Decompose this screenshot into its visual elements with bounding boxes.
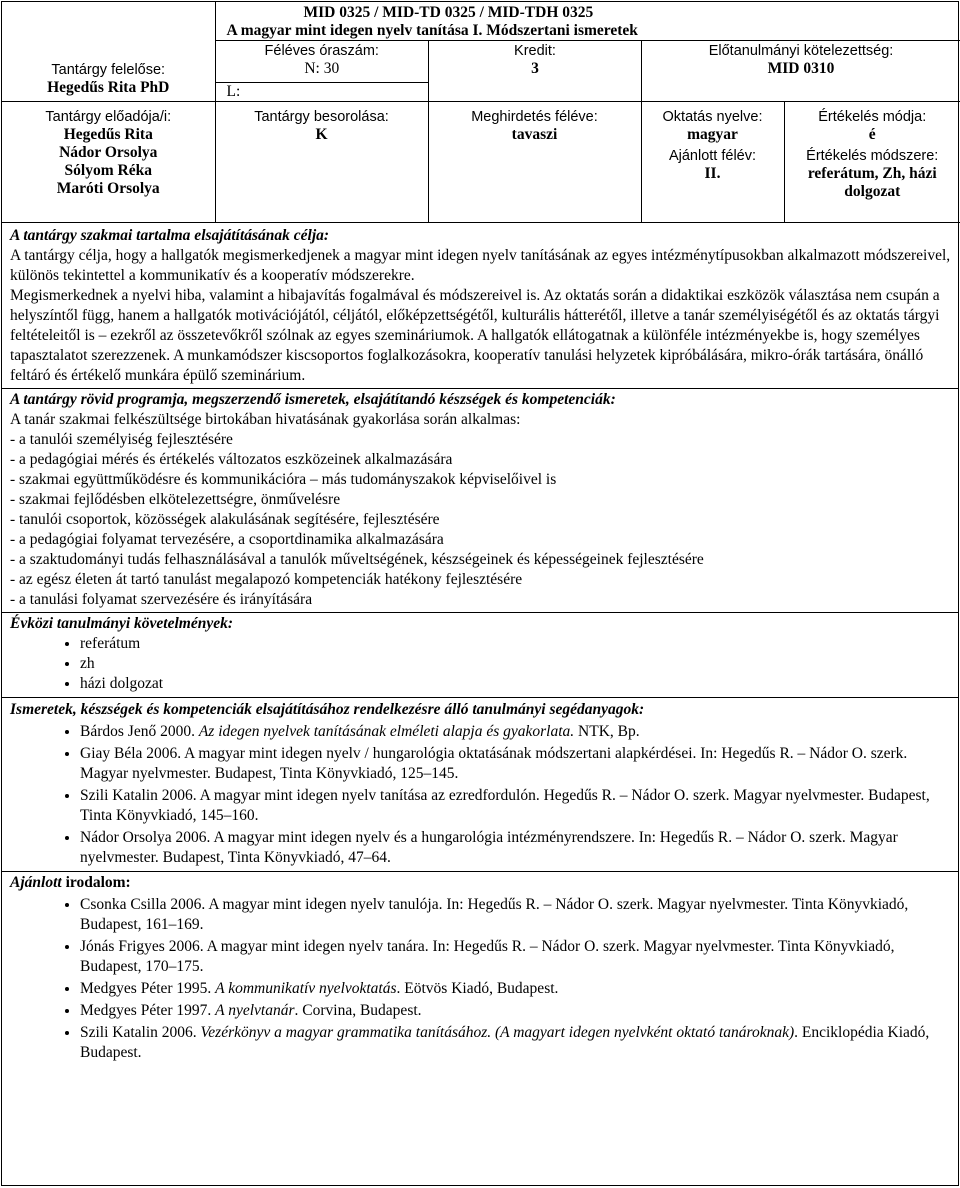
- hours-l: L:: [216, 83, 429, 101]
- lecturer-4: Maróti Orsolya: [4, 180, 213, 198]
- list-item: - a tanulói személyiség fejlesztésére: [10, 430, 952, 450]
- semester-value: tavaszi: [431, 126, 639, 144]
- list-item: • Szili Katalin 2006. A magyar mint idegen nyelv tanítása az ezredfordulón. Hegedűs R. – Nádor O. szerk. Magyar nyelvmester. Budapest, Tinta Könyvkiadó, 145–160.: [80, 786, 952, 826]
- semester-label: Meghirdetés féléve:: [431, 108, 639, 126]
- list-item: - szakmai fejlődésben elkötelezettségre, önművelésre: [10, 490, 952, 510]
- header-table: [2, 2, 960, 223]
- classification-cell: [215, 102, 428, 223]
- prereq-cell: [642, 41, 960, 101]
- recommended-value: II.: [644, 165, 782, 183]
- requirements-heading: Évközi tanulmányi követelmények:: [10, 614, 952, 634]
- materials-list: [10, 722, 952, 868]
- list-item: - az egész életen át tartó tanulást megalapozó kompetenciák hatékony fejlesztésére: [10, 570, 952, 590]
- credit-value: 3: [429, 60, 641, 78]
- list-item: • referátum: [80, 634, 952, 654]
- list-item: • Bárdos Jenő 2000. Az idegen nyelvek tanításának elméleti alapja és gyakorlata. NTK, Bp.: [80, 722, 952, 742]
- list-item: • Jónás Frigyes 2006. A magyar mint idegen nyelv tanára. In: Hegedűs R. – Nádor O. szerk. Magyar nyelvmester. Tinta Könyvkiadó, Budapest, 170–175.: [80, 937, 952, 977]
- prereq-label: Előtanulmányi kötelezettség:: [642, 41, 960, 60]
- evaluation-cell: [784, 102, 960, 223]
- requirements-section: [2, 613, 958, 698]
- classification-value: K: [218, 126, 426, 144]
- goal-heading: A tantárgy szakmai tartalma elsajátításának célja:: [10, 226, 952, 246]
- literature-section: [2, 872, 958, 1063]
- lecturer-2: Nádor Orsolya: [4, 144, 213, 162]
- language-value: magyar: [644, 126, 782, 144]
- list-item: • Medgyes Péter 1997. A nyelvtanár. Corvina, Budapest.: [80, 1001, 952, 1021]
- list-item: • Szili Katalin 2006. Vezérkönyv a magyar grammatika tanításához. (A magyart idegen nyelvként oktató tanároknak). Enciklopédia Kiadó, Budapest.: [80, 1023, 952, 1063]
- semester-cell: [428, 102, 641, 223]
- list-item: • Csonka Csilla 2006. A magyar mint idegen nyelv tanulója. In: Hegedűs R. – Nádor O. szerk. Magyar nyelvmester. Tinta Könyvkiadó, Budapest, 161–169.: [80, 895, 952, 935]
- list-item: • Giay Béla 2006. A magyar mint idegen nyelv / hungarológia oktatásának módszertani alapkérdései. In: Hegedűs R. – Nádor O. szerk. Magyar nyelvmester. Budapest, Tinta Könyvkiadó, 125–145.: [80, 744, 952, 784]
- lecturers-cell: [2, 102, 215, 223]
- lecturers-label: Tantárgy előadója/i:: [4, 108, 213, 126]
- materials-heading: Ismeretek, készségek és kompetenciák elsajátításához rendelkezésre álló tanulmányi segédanyagok:: [10, 700, 952, 720]
- lecturer-3: Sólyom Réka: [4, 162, 213, 180]
- requirements-list: [10, 634, 952, 694]
- title-cell: [215, 2, 960, 102]
- lecturer-1: Hegedűs Rita: [4, 126, 213, 144]
- goal-section: [2, 223, 958, 389]
- program-intro: A tanár szakmai felkészültsége birtokában hivatásának gyakorlása során alkalmas:: [10, 410, 952, 430]
- eval-method-label: Értékelés módszere:: [787, 147, 959, 165]
- materials-section: [2, 698, 958, 872]
- program-list: [10, 430, 952, 610]
- language-cell: [641, 102, 784, 223]
- credit-cell: [429, 41, 642, 101]
- list-item: - a tanulási folyamat szervezésére és irányítására: [10, 590, 952, 610]
- language-label: Oktatás nyelve:: [644, 108, 782, 126]
- credit-label: Kredit:: [429, 41, 641, 60]
- literature-list: [10, 895, 952, 1063]
- list-item: • Medgyes Péter 1995. A kommunikatív nyelvoktatás. Eötvös Kiadó, Budapest.: [80, 979, 952, 999]
- classification-label: Tantárgy besorolása:: [218, 108, 426, 126]
- responsible-value: Hegedűs Rita PhD: [4, 79, 213, 97]
- prereq-value: MID 0310: [642, 60, 960, 78]
- list-item: - tanulói csoportok, közösségek alakulásának segítésére, fejlesztésére: [10, 510, 952, 530]
- program-heading: A tantárgy rövid programja, megszerzendő ismeretek, elsajátítandó készségek és kompetenciák:: [10, 390, 952, 410]
- course-title: A magyar mint idegen nyelv tanítása I. Módszertani ismeretek: [216, 22, 960, 41]
- goal-paragraph-2: Megismerkednek a nyelvi hiba, valamint a hibajavítás fogalmával és módszereivel is. Az oktatás során a didaktikai eszközök választása nem csupán a helyszíntől függ, hanem a hallgatók motivációjától, céljától, előképzettségétől, kulturális hátterétől, illetve a tanár személyiségétől és az oktatás tárgyi feltételeitől is – ezekről az összetevőkről szólnak az egyes szemináriumok. A hallgatók ellátogatnak a különféle intézményekbe is, hogy személyes tapasztalatot szerezzenek. A munkamódszer kiscsoportos foglalkozásokra, kooperatív tanulási helyzetek kipróbálására, mikro-órák tartására, önálló feltáró és értékelő munkára épülő szeminárium.: [10, 286, 952, 386]
- responsible-cell: [2, 2, 215, 102]
- list-item: - a pedagógiai folyamat tervezésére, a csoportdinamika alkalmazására: [10, 530, 952, 550]
- list-item: • házi dolgozat: [80, 674, 952, 694]
- recommended-label: Ajánlott félév:: [644, 147, 782, 165]
- list-item: - a szaktudományi tudás felhasználásával a tanulók műveltségének, készségeinek és képességeinek fejlesztésére: [10, 550, 952, 570]
- eval-mode-value: é: [787, 126, 959, 144]
- list-item: • Nádor Orsolya 2006. A magyar mint idegen nyelv és a hungarológia intézményrendszere. In: Hegedűs R. – Nádor O. szerk. Magyar nyelvmester. Budapest, Tinta Könyvkiadó, 47–64.: [80, 828, 952, 868]
- goal-paragraph-1: A tantárgy célja, hogy a hallgatók megismerkedjenek a magyar mint idegen nyelv tanításának az egyes intézménytípusokban alkalmazott módszereivel, különös tekintettel a kommunikatív és a kooperatív módszerekre.: [10, 246, 952, 286]
- responsible-label: Tantárgy felelőse:: [4, 61, 213, 79]
- hours-label: Féléves óraszám:: [216, 41, 429, 60]
- program-section: [2, 389, 958, 613]
- hours-n: N: 30: [216, 60, 429, 83]
- eval-mode-label: Értékelés módja:: [787, 108, 959, 126]
- course-datasheet: [1, 1, 959, 1186]
- list-item: • zh: [80, 654, 952, 674]
- list-item: - szakmai együttműködésre és kommunikációra – más tudományszakok képviselőivel is: [10, 470, 952, 490]
- course-codes: MID 0325 / MID-TD 0325 / MID-TDH 0325: [216, 2, 960, 22]
- list-item: - a pedagógiai mérés és értékelés változatos eszközeinek alkalmazására: [10, 450, 952, 470]
- hours-cell: [216, 41, 429, 101]
- eval-method-value: referátum, Zh, házi dolgozat: [787, 165, 959, 201]
- literature-heading: Ajánlott irodalom:: [10, 873, 952, 893]
